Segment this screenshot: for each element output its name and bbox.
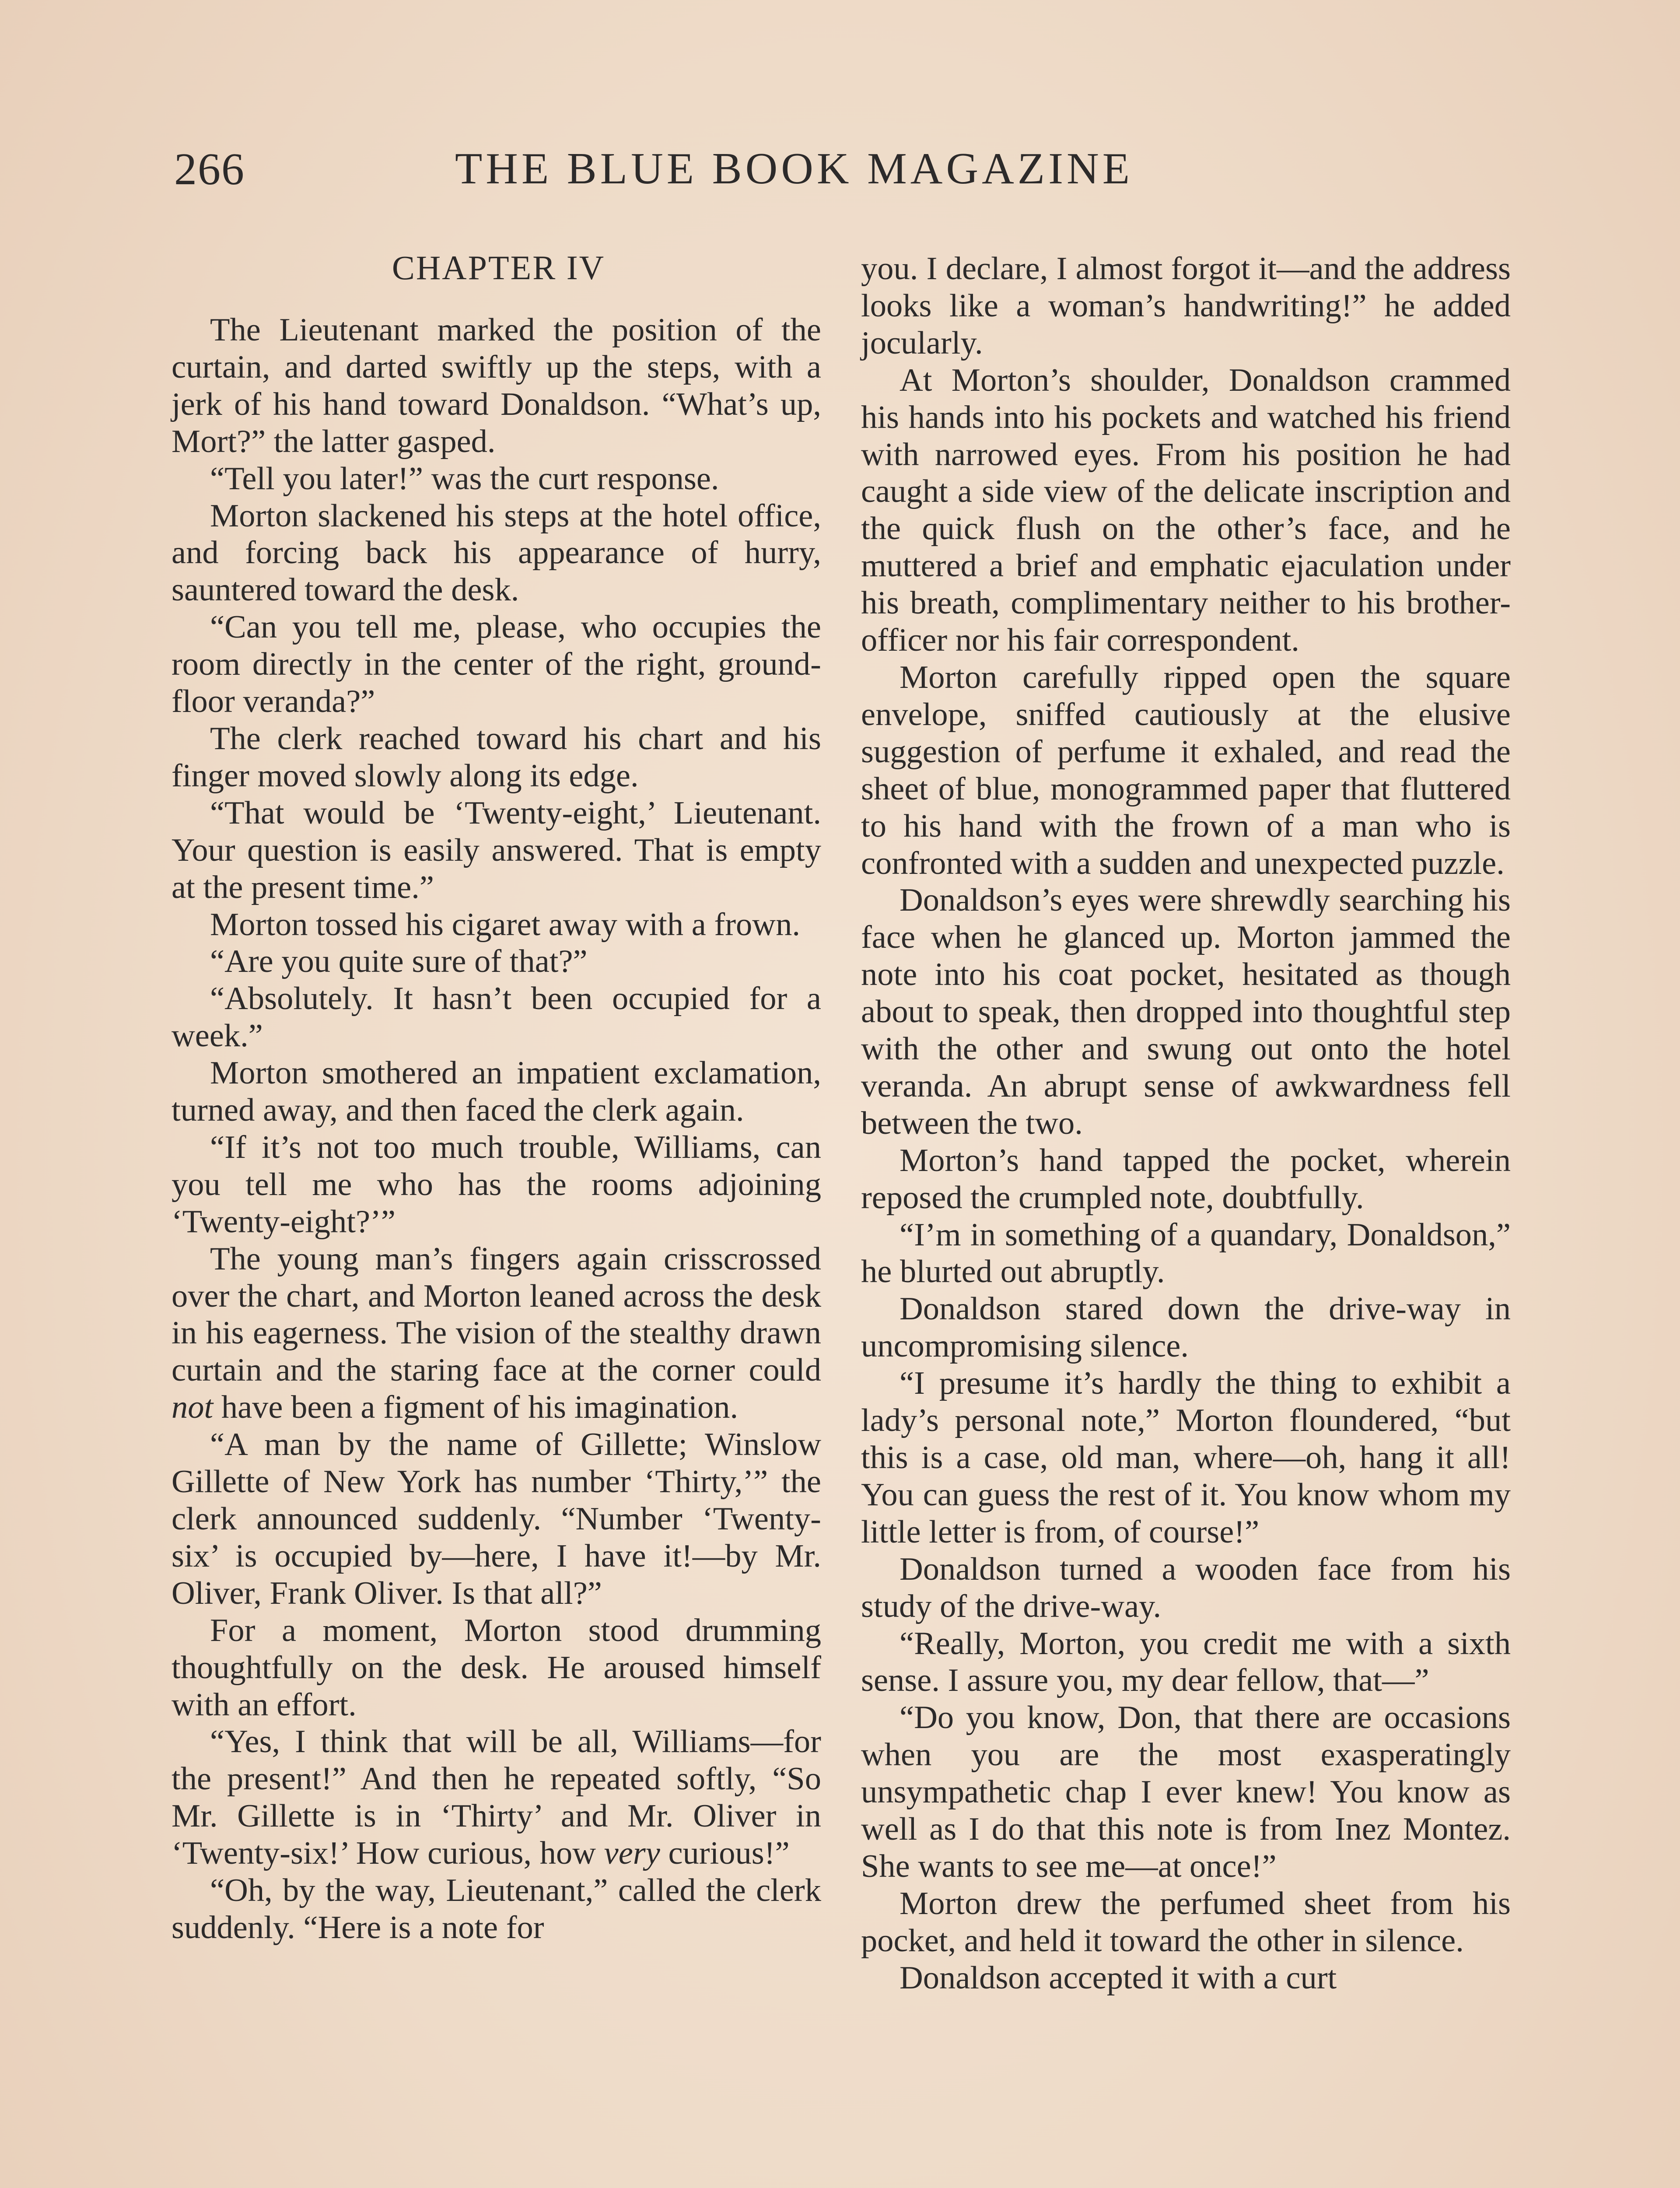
paragraph: “Tell you later!” was the curt response. xyxy=(210,460,719,497)
paragraph: “Do you know, Don, that there are occasions when you are the most exasperatingly unsympathetic chap I ever knew! You know as well as I do that this note is from Inez Montez. She wants to see me—at once!” xyxy=(861,1700,1511,1884)
paragraph: “Absolutely. It hasn’t been occupied for a week.” xyxy=(172,981,821,1054)
paragraph: Morton smothered an impatient exclamation, turned away, and then faced the clerk again. xyxy=(172,1055,821,1129)
paragraph: “Can you tell me, please, who occupies the room directly in the center of the right, ground-floor veranda?” xyxy=(172,609,821,720)
paragraph: “Are you quite sure of that?” xyxy=(210,943,588,980)
paragraph xyxy=(172,1241,821,1427)
paragraph: The Lieutenant marked the position of the curtain, and darted swiftly up the steps, with a jerk of his hand toward Donaldson. “What’s up, Mort?” the latter gasped. xyxy=(172,312,821,459)
paragraph: At Morton’s shoulder, Donaldson crammed his hands into his pockets and watched his friend with narrowed eyes. From his position he had caught a side view of the delicate inscription and the quick flush on the other’s face, and he muttered a brief and emphatic ejaculation under his breath, complimentary neither to his brother-officer nor his fair correspondent. xyxy=(861,362,1511,659)
right-column xyxy=(861,250,1511,1997)
paragraph-text: The young man’s fingers again crisscrossed over the chart, and Morton leaned across the desk in his eagerness. The vision of the stealthy drawn curtain and the staring face at the corner could xyxy=(172,1241,821,1389)
paragraph: For a moment, Morton stood drumming thoughtfully on the desk. He aroused himself with an effort. xyxy=(172,1612,821,1723)
paragraph: “A man by the name of Gillette; Winslow Gillette of New York has number ‘Thirty,’” the clerk announced suddenly. “Number ‘Twenty-six’ is occupied by—here, I have it!—by Mr. Oliver, Frank Oliver. Is that all?” xyxy=(172,1427,821,1611)
paragraph: Morton drew the perfumed sheet from his pocket, and held it toward the other in silence. xyxy=(861,1885,1511,1959)
paragraph: Morton carefully ripped open the square envelope, sniffed cautiously at the elusive suggestion of perfume it exhaled, and read the sheet of blue, monogrammed paper that fluttered to his hand with the frown of a man who is confronted with a sudden and unexpected puzzle. xyxy=(861,659,1511,881)
emphasis-text: very xyxy=(604,1835,660,1872)
paragraph-text: have been a figment of his imagination. xyxy=(213,1389,738,1426)
paragraph: Donaldson stared down the drive-way in uncompromising silence. xyxy=(861,1291,1511,1364)
emphasis-text: not xyxy=(172,1389,214,1426)
paragraph: Morton tossed his cigaret away with a frown. xyxy=(210,906,800,943)
paragraph: Donaldson accepted it with a curt xyxy=(900,1960,1337,1996)
paragraph-text: “Yes, I think that will be all, Williams—for the present!” And then he repeated softly, “So Mr. Gillette is in ‘Thirty’ and Mr. Oliver in ‘Twenty-six!’ How curious, how xyxy=(172,1724,821,1872)
paragraph-continued: you. I declare, I almost forgot it—and the address looks like a woman’s handwriting!” he added jocularly. xyxy=(861,251,1511,361)
paragraph: “Oh, by the way, Lieutenant,” called the clerk suddenly. “Here is a note for xyxy=(172,1872,821,1946)
paragraph: “I’m in something of a quandary, Donaldson,” he blurted out abruptly. xyxy=(861,1217,1511,1290)
paragraph: “If it’s not too much trouble, Williams, can you tell me who has the rooms adjoining ‘Twenty-eight?’” xyxy=(172,1129,821,1240)
page-number: 266 xyxy=(174,144,245,194)
paragraph: The clerk reached toward his chart and his finger moved slowly along its edge. xyxy=(172,720,821,794)
paragraph-text: curious!” xyxy=(660,1835,790,1872)
running-head-title: THE BLUE BOOK MAGAZINE xyxy=(455,144,1134,193)
paragraph: “That would be ‘Twenty-eight,’ Lieutenant. Your question is easily answered. That is empty at the present time.” xyxy=(172,795,821,905)
paragraph: “I presume it’s hardly the thing to exhibit a lady’s personal note,” Morton floundered, “but this is a case, old man, where—oh, hang it all! You can guess the rest of it. You know whom my little letter is from, of course!” xyxy=(861,1365,1511,1550)
paragraph: Morton’s hand tapped the pocket, wherein reposed the crumpled note, doubtfully. xyxy=(861,1142,1511,1216)
paragraph xyxy=(172,1723,821,1872)
paragraph: “Really, Morton, you credit me with a sixth sense. I assure you, my dear fellow, that—” xyxy=(861,1625,1511,1699)
paragraph: Donaldson’s eyes were shrewdly searching his face when he glanced up. Morton jammed the note into his coat pocket, hesitated as though about to speak, then dropped into thoughtful step with the other and swung out onto the hotel veranda. An abrupt sense of awkwardness fell between the two. xyxy=(861,882,1511,1141)
paragraph: Morton slackened his steps at the hotel office, and forcing back his appearance of hurry, sauntered toward the desk. xyxy=(172,498,821,608)
chapter-heading: CHAPTER IV xyxy=(392,249,606,287)
paragraph: Donaldson turned a wooden face from his study of the drive-way. xyxy=(861,1551,1511,1624)
left-column xyxy=(172,249,821,1946)
